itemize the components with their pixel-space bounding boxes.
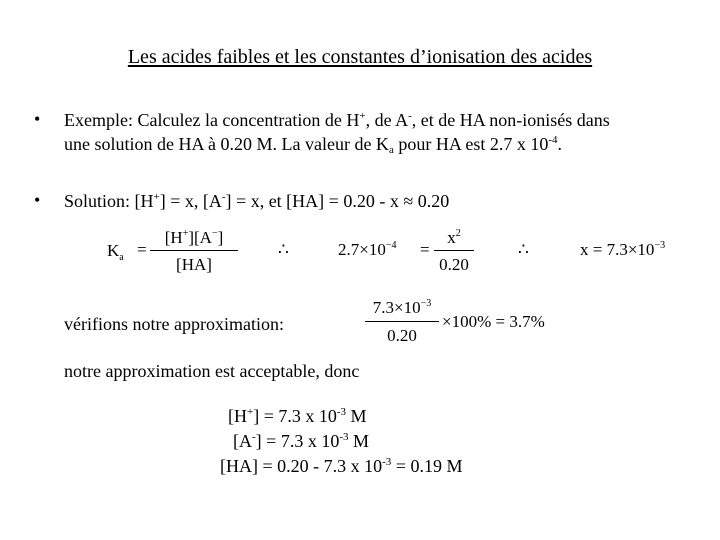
verify-result: ×100% = 3.7% [442,312,545,331]
superscript: + [182,228,189,239]
example-text: une solution de HA à 0.20 M. La valeur de K [64,134,389,154]
verify-denominator: 0.20 [387,326,417,345]
exponent: 2 [455,228,461,239]
solution-text: ] = x, [A [159,191,222,211]
x-squared [434,228,474,248]
page-title: Les acides faibles et les constantes d’ionisation des acides [127,46,593,68]
ka-symbol [107,241,124,261]
therefore-symbol: ∴ [278,240,289,259]
exponent: −4 [385,240,397,251]
result-text: [HA] = 0.20 - 7.3 x 10 [220,456,383,476]
ka-subscript: a [119,252,124,263]
result-text: M [348,431,370,451]
solution-text: Solution: [H [64,191,154,211]
fraction-bar [150,250,238,251]
exponent: -3 [339,431,349,443]
result-text: ] = 7.3 x 10 [253,406,337,426]
conclusion-text: notre approximation est acceptable, donc [64,361,360,381]
result-h [228,405,367,427]
x-var: x [447,228,456,247]
result-text: ] = 7.3 x 10 [255,431,340,451]
exponent: -3 [382,456,392,468]
result-text: [H [228,406,247,426]
subscript: a [388,144,394,156]
example-text: , de A [365,110,409,130]
fraction-bar [365,321,439,322]
superscript: - [408,110,412,122]
ka-denominator: [HA] [176,255,212,274]
example-line-1 [64,109,610,131]
superscript: - [221,191,226,203]
superscript: + [359,110,366,122]
verify-label: vérifions notre approximation: [64,314,284,334]
example-text: . [557,134,562,154]
x-result [580,240,665,260]
result-text: [A [233,431,252,451]
example-text: Exemple: Calculez la concentration de H [64,110,360,130]
example-line-2 [64,133,562,155]
superscript: -4 [548,134,558,146]
num-part: ][A [188,228,212,247]
superscript: + [153,191,160,203]
result-text: = 0.19 M [391,456,463,476]
value-text: 2.7×10 [338,240,386,259]
example-text: , et de HA non-ionisés dans [411,110,610,130]
ka-numerator [150,228,238,248]
num-text: 7.3×10 [372,298,421,317]
exponent: −3 [654,240,666,251]
exponent: -3 [336,406,347,418]
superscript: − [211,228,218,239]
example-text: pour HA est 2.7 x 10 [393,134,549,154]
verify-numerator [365,298,439,318]
solution-line [64,190,449,212]
result-a [233,430,369,452]
exponent: −3 [420,298,432,309]
equals-sign: = [420,240,430,259]
num-part: ] [217,228,224,247]
fraction-bar [434,250,474,251]
bullet-marker: • [34,109,41,129]
equals-sign: = [137,240,147,259]
concentration-denominator: 0.20 [439,255,469,274]
bullet-marker: • [34,190,41,210]
result-text: x = 7.3×10 [580,240,655,259]
therefore-symbol: ∴ [518,240,529,259]
ka-value [338,240,396,260]
result-text: M [346,406,367,426]
solution-text: ] = x, et [HA] = 0.20 - x ≈ 0.20 [225,191,450,211]
superscript: - [252,431,256,443]
num-part: [H [164,228,183,247]
superscript: + [247,406,254,418]
ka-k: K [107,241,120,260]
result-ha [220,455,462,477]
